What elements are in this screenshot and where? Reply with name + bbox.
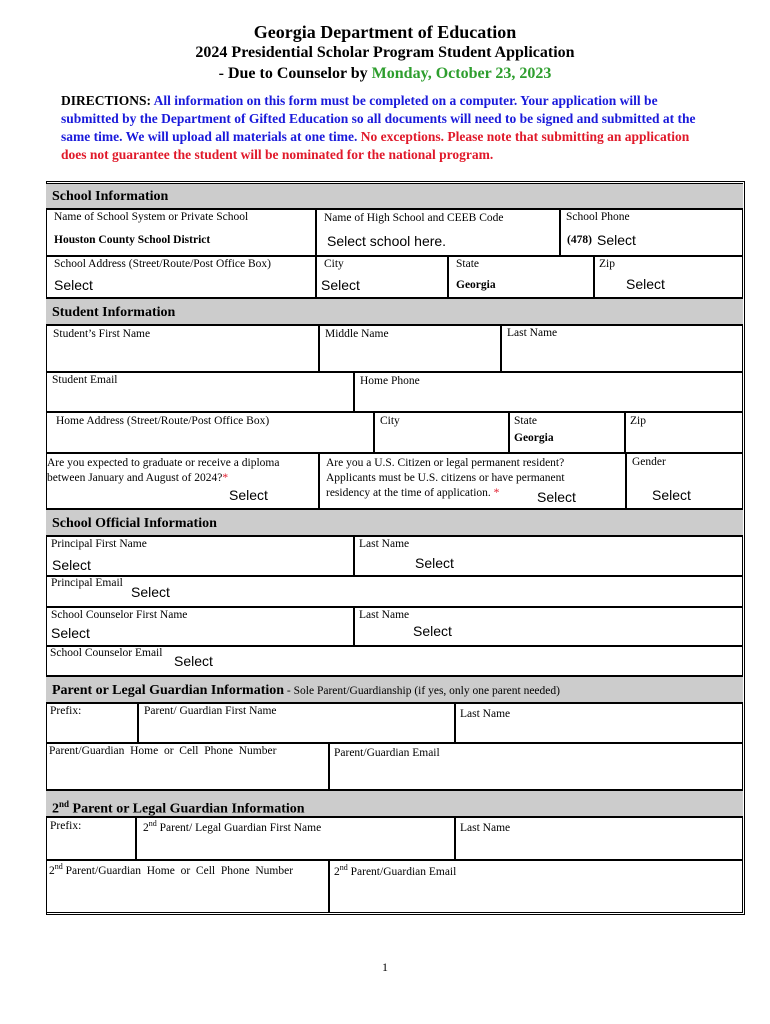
guardian2-heading-sup: nd [59, 799, 70, 809]
counselor-email-cell[interactable] [46, 646, 743, 676]
guardian-last-label: Last Name [460, 708, 511, 720]
guardian2-heading-text: Parent or Legal Guardian Information [69, 801, 305, 817]
principal-first-cell[interactable] [46, 536, 354, 576]
guardian2-prefix-label: Prefix: [50, 820, 82, 832]
guardian2-last-cell[interactable] [455, 817, 743, 860]
guardian2-phone-num: 2 [49, 864, 55, 877]
graduate-cell[interactable] [46, 453, 319, 509]
guardian-heading-note: - Sole Parent/Guardianship (if yes, only one parent needed) [284, 685, 560, 697]
citizen-cell[interactable] [319, 453, 626, 509]
citizen-question-text: Are you a U.S. Citizen or legal permanent resident? Applicants must be U.S. citizens or have permanent residency at the time of application. [326, 457, 565, 499]
school-address-cell[interactable] [46, 256, 316, 298]
gender-cell[interactable] [626, 453, 743, 509]
student-first-cell[interactable] [46, 325, 319, 372]
guardian2-first-label [143, 819, 321, 834]
directions-red: No exceptions. Please note that submitting an application does not guarantee the student will be nominated for the national program. [61, 129, 690, 162]
guardian-heading [46, 676, 743, 703]
school-zip-cell[interactable] [594, 256, 743, 298]
principal-first-select[interactable]: Select [52, 557, 91, 573]
guardian-email-cell[interactable] [329, 743, 743, 790]
home-zip-label: Zip [630, 415, 646, 427]
citizen-select[interactable]: Select [537, 489, 576, 505]
guardian-last-cell[interactable] [455, 703, 743, 743]
counselor-first-label: School Counselor First Name [51, 609, 188, 621]
graduate-question-text: Are you expected to graduate or receive a diploma between January and August of 2024? [47, 457, 280, 484]
principal-email-select[interactable]: Select [131, 584, 170, 600]
guardian-first-cell[interactable] [138, 703, 455, 743]
counselor-email-label: School Counselor Email [50, 647, 163, 659]
school-phone-area: (478) [567, 234, 592, 246]
guardian2-first-sup: nd [148, 819, 157, 828]
due-line [0, 65, 770, 83]
school-zip-label: Zip [599, 258, 615, 270]
home-address-label: Home Address (Street/Route/Post Office Box) [56, 415, 270, 427]
student-middle-cell[interactable] [319, 325, 501, 372]
student-first-label: Student’s First Name [53, 328, 151, 340]
school-info-heading: School Information [46, 183, 743, 209]
guardian2-email-text: Parent/Guardian Email [347, 865, 457, 878]
school-system-value: Houston County School District [54, 234, 211, 246]
counselor-first-select[interactable]: Select [51, 625, 90, 641]
guardian-phone-label: Parent/Guardian Home or Cell Phone Number [49, 745, 277, 757]
counselor-last-select[interactable]: Select [413, 623, 452, 639]
school-zip-select[interactable]: Select [626, 276, 665, 292]
home-state-label: State [514, 415, 537, 427]
guardian2-email-label [334, 863, 456, 878]
guardian2-heading-num: 2 [52, 801, 59, 817]
guardian-first-label: Parent/ Guardian First Name [144, 705, 277, 717]
guardian2-first-num: 2 [143, 821, 149, 834]
graduate-select[interactable]: Select [229, 487, 268, 503]
student-email-cell[interactable] [46, 372, 354, 412]
high-school-label: Name of High School and CEEB Code [324, 212, 504, 224]
school-state-value: Georgia [456, 279, 496, 291]
home-state-cell [509, 412, 625, 453]
graduate-required-mark: * [222, 472, 229, 484]
school-state-cell [448, 256, 594, 298]
principal-last-label: Last Name [359, 538, 410, 550]
school-phone-cell[interactable] [560, 209, 743, 256]
citizen-required-mark: * [493, 487, 500, 499]
student-middle-label: Middle Name [325, 328, 389, 340]
home-phone-label: Home Phone [360, 375, 420, 387]
counselor-email-select[interactable]: Select [174, 653, 213, 669]
due-date: Monday, October 23, 2023 [371, 65, 552, 82]
form-subtitle: 2024 Presidential Scholar Program Student Application [195, 44, 575, 61]
directions [61, 92, 701, 164]
guardian-email-label: Parent/Guardian Email [334, 747, 440, 759]
principal-last-cell[interactable] [354, 536, 743, 576]
high-school-select[interactable]: Select school here. [327, 233, 447, 249]
home-city-label: City [380, 415, 400, 427]
gender-label: Gender [632, 456, 666, 468]
official-info-heading: School Official Information [46, 509, 743, 536]
directions-label: DIRECTIONS: [61, 93, 152, 108]
guardian-prefix-label: Prefix: [50, 705, 82, 717]
guardian2-heading [46, 790, 743, 817]
guardian2-phone-text: Parent/Guardian Home or Cell Phone Number [62, 864, 294, 877]
guardian2-phone-cell[interactable] [46, 860, 329, 913]
school-phone-select[interactable]: Select [597, 232, 636, 248]
student-email-label: Student Email [52, 374, 118, 386]
guardian2-last-label: Last Name [460, 822, 511, 834]
guardian2-first-text: Parent/ Legal Guardian First Name [156, 821, 322, 834]
guardian-phone-cell[interactable] [46, 743, 329, 790]
home-city-cell[interactable] [374, 412, 509, 453]
graduate-question [47, 456, 312, 486]
school-city-select[interactable]: Select [321, 277, 360, 293]
guardian2-phone-sup: nd [54, 862, 63, 871]
school-city-label: City [324, 258, 344, 270]
counselor-last-cell[interactable] [354, 607, 743, 646]
guardian2-email-cell[interactable] [329, 860, 743, 913]
student-last-cell[interactable] [501, 325, 743, 372]
home-phone-cell[interactable] [354, 372, 743, 412]
home-zip-cell[interactable] [625, 412, 743, 453]
principal-first-label: Principal First Name [51, 538, 147, 550]
school-address-select[interactable]: Select [54, 277, 93, 293]
home-address-cell[interactable] [46, 412, 374, 453]
school-system-cell[interactable] [46, 209, 316, 256]
principal-last-select[interactable]: Select [415, 555, 454, 571]
guardian2-phone-label [49, 862, 293, 877]
school-system-label: Name of School System or Private School [54, 211, 249, 223]
school-state-label: State [456, 258, 479, 270]
school-city-cell[interactable] [316, 256, 448, 298]
principal-email-label: Principal Email [51, 577, 123, 589]
directions-blue: All information on this form must be completed on a computer. Your application will be submitted by the Department of Gifted Education so all documents will need to be signed and submitted at the same time. We will upload all materials at one time. [61, 93, 696, 144]
counselor-last-label: Last Name [359, 609, 410, 621]
guardian-prefix-cell[interactable] [46, 703, 138, 743]
high-school-cell[interactable] [316, 209, 560, 256]
guardian2-email-sup: nd [339, 863, 348, 872]
school-address-label: School Address (Street/Route/Post Office Box) [54, 258, 271, 270]
home-state-value: Georgia [514, 432, 554, 444]
student-info-heading: Student Information [46, 298, 743, 325]
guardian2-first-cell[interactable] [136, 817, 455, 860]
page-number: 1 [382, 960, 388, 974]
school-phone-label: School Phone [566, 211, 630, 223]
gender-select[interactable]: Select [652, 487, 691, 503]
form-title: Georgia Department of Education [253, 22, 517, 42]
guardian-heading-text: Parent or Legal Guardian Information [52, 683, 285, 698]
student-last-label: Last Name [507, 327, 558, 339]
guardian2-email-num: 2 [334, 865, 340, 878]
principal-email-cell[interactable] [46, 576, 743, 607]
guardian2-prefix-cell[interactable] [46, 817, 136, 860]
due-prefix: - Due to Counselor by [218, 65, 372, 82]
counselor-first-cell[interactable] [46, 607, 354, 646]
